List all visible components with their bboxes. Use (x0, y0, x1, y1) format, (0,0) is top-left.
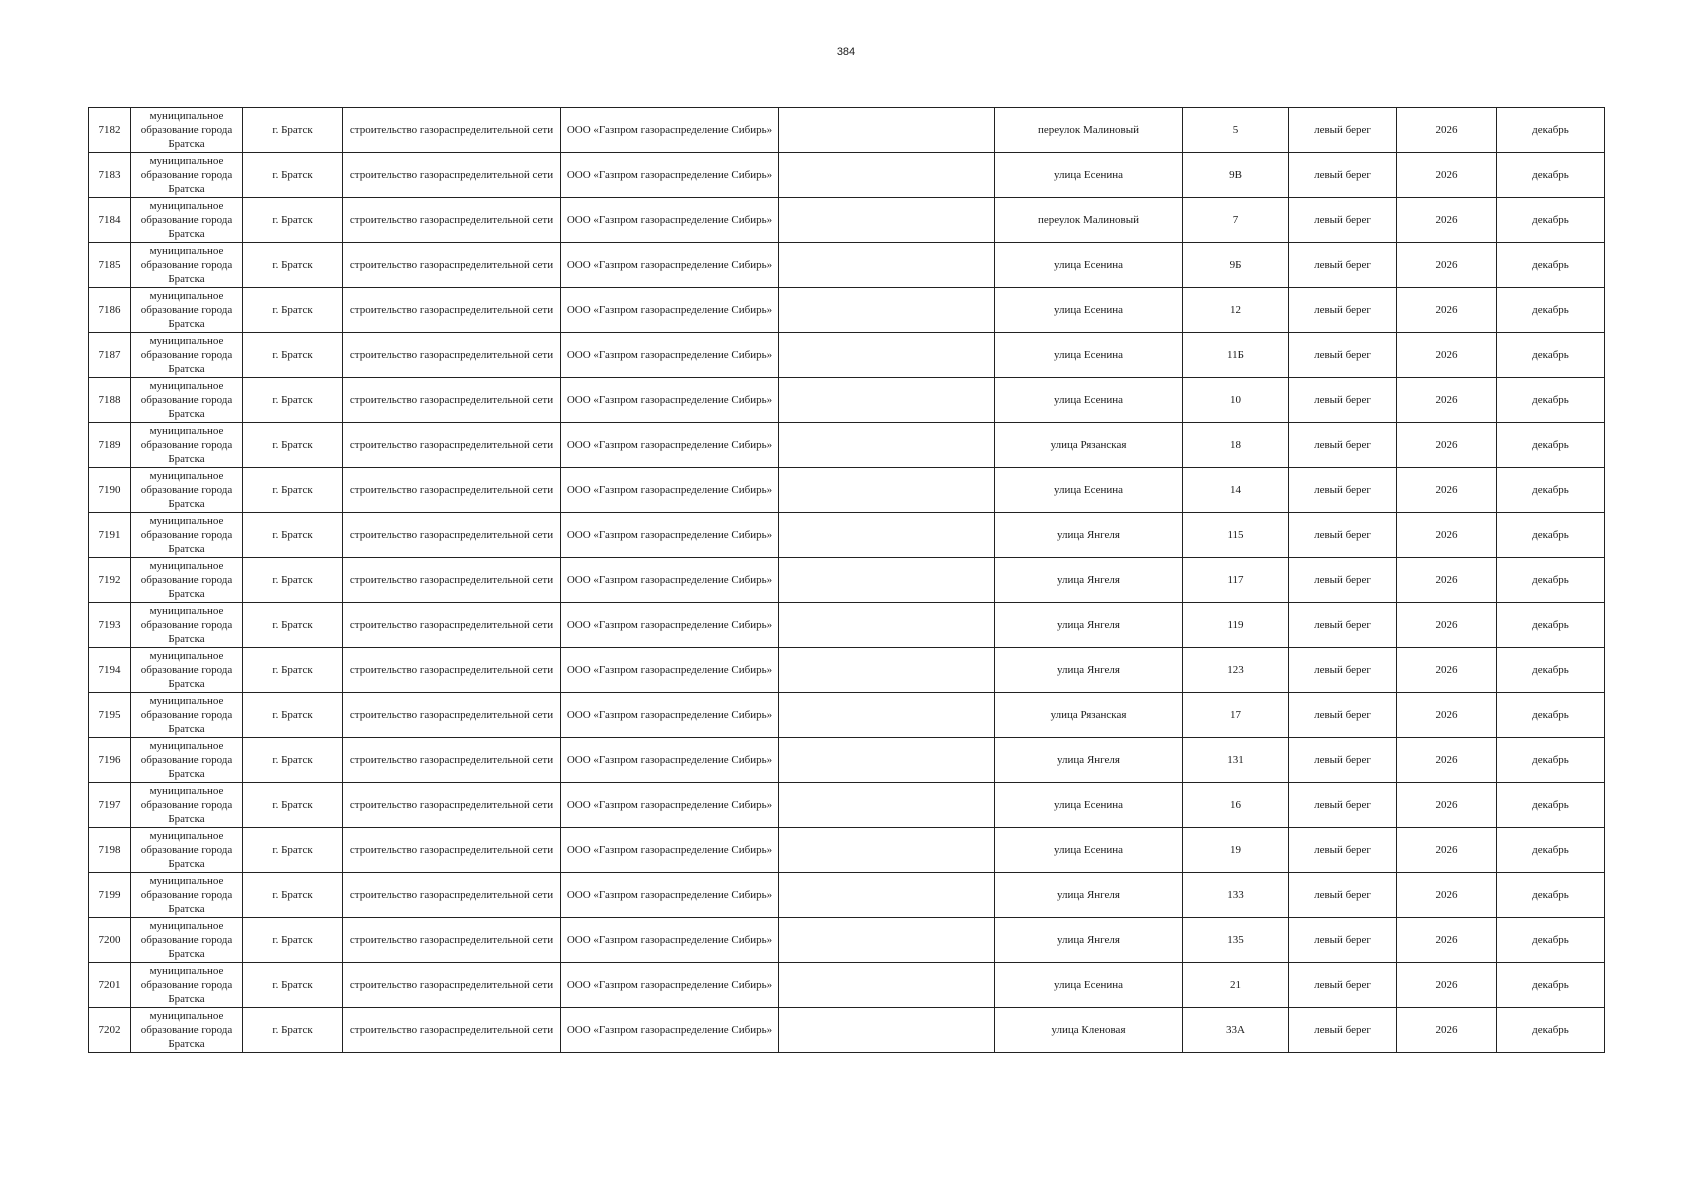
house-number-cell: 14 (1183, 468, 1289, 513)
street-cell: переулок Малиновый (995, 198, 1183, 243)
month-cell: декабрь (1497, 378, 1605, 423)
row-number: 7199 (89, 873, 131, 918)
table-row (89, 423, 1605, 468)
row-number: 7190 (89, 468, 131, 513)
river-bank-cell: левый берег (1289, 558, 1397, 603)
municipality-cell: муниципальное образование города Братска (131, 333, 243, 378)
street-cell: улица Есенина (995, 468, 1183, 513)
river-bank-cell: левый берег (1289, 603, 1397, 648)
work-type-cell: строительство газораспределительной сети (343, 153, 561, 198)
locality-cell: г. Братск (243, 153, 343, 198)
river-bank-cell: левый берег (1289, 783, 1397, 828)
month-cell: декабрь (1497, 423, 1605, 468)
street-cell: улица Есенина (995, 378, 1183, 423)
river-bank-cell: левый берег (1289, 918, 1397, 963)
work-type-cell: строительство газораспределительной сети (343, 423, 561, 468)
table-row (89, 918, 1605, 963)
river-bank-cell: левый берег (1289, 963, 1397, 1008)
house-number-cell: 17 (1183, 693, 1289, 738)
empty-cell (779, 153, 995, 198)
locality-cell: г. Братск (243, 378, 343, 423)
municipality-cell: муниципальное образование города Братска (131, 828, 243, 873)
street-cell: улица Янгеля (995, 603, 1183, 648)
organization-cell: ООО «Газпром газораспределение Сибирь» (561, 513, 779, 558)
municipality-cell: муниципальное образование города Братска (131, 513, 243, 558)
table-row (89, 738, 1605, 783)
organization-cell: ООО «Газпром газораспределение Сибирь» (561, 378, 779, 423)
empty-cell (779, 738, 995, 783)
year-cell: 2026 (1397, 288, 1497, 333)
empty-cell (779, 918, 995, 963)
locality-cell: г. Братск (243, 783, 343, 828)
empty-cell (779, 963, 995, 1008)
month-cell: декабрь (1497, 648, 1605, 693)
river-bank-cell: левый берег (1289, 378, 1397, 423)
row-number: 7194 (89, 648, 131, 693)
house-number-cell: 16 (1183, 783, 1289, 828)
row-number: 7197 (89, 783, 131, 828)
month-cell: декабрь (1497, 693, 1605, 738)
empty-cell (779, 1008, 995, 1053)
work-type-cell: строительство газораспределительной сети (343, 738, 561, 783)
house-number-cell: 10 (1183, 378, 1289, 423)
table-row (89, 828, 1605, 873)
year-cell: 2026 (1397, 333, 1497, 378)
river-bank-cell: левый берег (1289, 108, 1397, 153)
empty-cell (779, 783, 995, 828)
locality-cell: г. Братск (243, 603, 343, 648)
municipality-cell: муниципальное образование города Братска (131, 288, 243, 333)
locality-cell: г. Братск (243, 513, 343, 558)
locality-cell: г. Братск (243, 198, 343, 243)
river-bank-cell: левый берег (1289, 153, 1397, 198)
river-bank-cell: левый берег (1289, 1008, 1397, 1053)
month-cell: декабрь (1497, 873, 1605, 918)
municipality-cell: муниципальное образование города Братска (131, 378, 243, 423)
house-number-cell: 11Б (1183, 333, 1289, 378)
locality-cell: г. Братск (243, 108, 343, 153)
table-row (89, 108, 1605, 153)
empty-cell (779, 513, 995, 558)
year-cell: 2026 (1397, 648, 1497, 693)
organization-cell: ООО «Газпром газораспределение Сибирь» (561, 918, 779, 963)
month-cell: декабрь (1497, 603, 1605, 648)
year-cell: 2026 (1397, 243, 1497, 288)
row-number: 7183 (89, 153, 131, 198)
work-type-cell: строительство газораспределительной сети (343, 198, 561, 243)
row-number: 7195 (89, 693, 131, 738)
month-cell: декабрь (1497, 243, 1605, 288)
month-cell: декабрь (1497, 288, 1605, 333)
year-cell: 2026 (1397, 198, 1497, 243)
organization-cell: ООО «Газпром газораспределение Сибирь» (561, 243, 779, 288)
empty-cell (779, 198, 995, 243)
year-cell: 2026 (1397, 828, 1497, 873)
locality-cell: г. Братск (243, 918, 343, 963)
year-cell: 2026 (1397, 468, 1497, 513)
year-cell: 2026 (1397, 153, 1497, 198)
year-cell: 2026 (1397, 513, 1497, 558)
row-number: 7200 (89, 918, 131, 963)
year-cell: 2026 (1397, 108, 1497, 153)
river-bank-cell: левый берег (1289, 468, 1397, 513)
municipality-cell: муниципальное образование города Братска (131, 153, 243, 198)
street-cell: улица Янгеля (995, 648, 1183, 693)
month-cell: декабрь (1497, 108, 1605, 153)
table-row (89, 333, 1605, 378)
work-type-cell: строительство газораспределительной сети (343, 378, 561, 423)
municipality-cell: муниципальное образование города Братска (131, 738, 243, 783)
table-row (89, 873, 1605, 918)
row-number: 7193 (89, 603, 131, 648)
row-number: 7189 (89, 423, 131, 468)
work-type-cell: строительство газораспределительной сети (343, 333, 561, 378)
table-row (89, 693, 1605, 738)
year-cell: 2026 (1397, 918, 1497, 963)
empty-cell (779, 378, 995, 423)
row-number: 7184 (89, 198, 131, 243)
empty-cell (779, 423, 995, 468)
organization-cell: ООО «Газпром газораспределение Сибирь» (561, 423, 779, 468)
street-cell: улица Кленовая (995, 1008, 1183, 1053)
work-type-cell: строительство газораспределительной сети (343, 603, 561, 648)
year-cell: 2026 (1397, 738, 1497, 783)
table-row (89, 783, 1605, 828)
month-cell: декабрь (1497, 558, 1605, 603)
page-number: 384 (836, 46, 856, 58)
river-bank-cell: левый берег (1289, 333, 1397, 378)
organization-cell: ООО «Газпром газораспределение Сибирь» (561, 153, 779, 198)
empty-cell (779, 828, 995, 873)
street-cell: улица Рязанская (995, 423, 1183, 468)
house-number-cell: 5 (1183, 108, 1289, 153)
locality-cell: г. Братск (243, 963, 343, 1008)
house-number-cell: 33А (1183, 1008, 1289, 1053)
river-bank-cell: левый берег (1289, 648, 1397, 693)
month-cell: декабрь (1497, 153, 1605, 198)
empty-cell (779, 873, 995, 918)
row-number: 7198 (89, 828, 131, 873)
table-body (89, 108, 1605, 1053)
row-number: 7201 (89, 963, 131, 1008)
table-row (89, 603, 1605, 648)
locality-cell: г. Братск (243, 288, 343, 333)
work-type-cell: строительство газораспределительной сети (343, 963, 561, 1008)
municipality-cell: муниципальное образование города Братска (131, 468, 243, 513)
table-row (89, 288, 1605, 333)
municipality-cell: муниципальное образование города Братска (131, 783, 243, 828)
row-number: 7187 (89, 333, 131, 378)
table-row (89, 153, 1605, 198)
empty-cell (779, 648, 995, 693)
river-bank-cell: левый берег (1289, 423, 1397, 468)
river-bank-cell: левый берег (1289, 828, 1397, 873)
house-number-cell: 131 (1183, 738, 1289, 783)
table-row (89, 513, 1605, 558)
work-type-cell: строительство газораспределительной сети (343, 873, 561, 918)
organization-cell: ООО «Газпром газораспределение Сибирь» (561, 603, 779, 648)
municipality-cell: муниципальное образование города Братска (131, 243, 243, 288)
empty-cell (779, 333, 995, 378)
street-cell: улица Янгеля (995, 558, 1183, 603)
street-cell: улица Есенина (995, 243, 1183, 288)
year-cell: 2026 (1397, 423, 1497, 468)
municipality-cell: муниципальное образование города Братска (131, 423, 243, 468)
organization-cell: ООО «Газпром газораспределение Сибирь» (561, 198, 779, 243)
house-number-cell: 12 (1183, 288, 1289, 333)
house-number-cell: 115 (1183, 513, 1289, 558)
municipality-cell: муниципальное образование города Братска (131, 108, 243, 153)
table-row (89, 1008, 1605, 1053)
year-cell: 2026 (1397, 1008, 1497, 1053)
work-type-cell: строительство газораспределительной сети (343, 1008, 561, 1053)
row-number: 7192 (89, 558, 131, 603)
street-cell: улица Янгеля (995, 873, 1183, 918)
street-cell: улица Янгеля (995, 513, 1183, 558)
work-type-cell: строительство газораспределительной сети (343, 783, 561, 828)
empty-cell (779, 693, 995, 738)
month-cell: декабрь (1497, 918, 1605, 963)
year-cell: 2026 (1397, 558, 1497, 603)
municipality-cell: муниципальное образование города Братска (131, 198, 243, 243)
street-cell: улица Есенина (995, 828, 1183, 873)
work-type-cell: строительство газораспределительной сети (343, 558, 561, 603)
month-cell: декабрь (1497, 783, 1605, 828)
work-type-cell: строительство газораспределительной сети (343, 288, 561, 333)
work-type-cell: строительство газораспределительной сети (343, 918, 561, 963)
locality-cell: г. Братск (243, 423, 343, 468)
house-number-cell: 9В (1183, 153, 1289, 198)
month-cell: декабрь (1497, 333, 1605, 378)
row-number: 7196 (89, 738, 131, 783)
organization-cell: ООО «Газпром газораспределение Сибирь» (561, 873, 779, 918)
locality-cell: г. Братск (243, 693, 343, 738)
street-cell: улица Есенина (995, 153, 1183, 198)
house-number-cell: 7 (1183, 198, 1289, 243)
street-cell: улица Есенина (995, 333, 1183, 378)
river-bank-cell: левый берег (1289, 873, 1397, 918)
house-number-cell: 117 (1183, 558, 1289, 603)
year-cell: 2026 (1397, 378, 1497, 423)
river-bank-cell: левый берег (1289, 738, 1397, 783)
year-cell: 2026 (1397, 873, 1497, 918)
organization-cell: ООО «Газпром газораспределение Сибирь» (561, 963, 779, 1008)
locality-cell: г. Братск (243, 333, 343, 378)
row-number: 7182 (89, 108, 131, 153)
year-cell: 2026 (1397, 783, 1497, 828)
work-type-cell: строительство газораспределительной сети (343, 693, 561, 738)
empty-cell (779, 108, 995, 153)
locality-cell: г. Братск (243, 738, 343, 783)
month-cell: декабрь (1497, 963, 1605, 1008)
locality-cell: г. Братск (243, 1008, 343, 1053)
locality-cell: г. Братск (243, 558, 343, 603)
month-cell: декабрь (1497, 828, 1605, 873)
month-cell: декабрь (1497, 1008, 1605, 1053)
work-type-cell: строительство газораспределительной сети (343, 468, 561, 513)
organization-cell: ООО «Газпром газораспределение Сибирь» (561, 783, 779, 828)
table-row (89, 198, 1605, 243)
locality-cell: г. Братск (243, 243, 343, 288)
work-type-cell: строительство газораспределительной сети (343, 513, 561, 558)
municipality-cell: муниципальное образование города Братска (131, 558, 243, 603)
organization-cell: ООО «Газпром газораспределение Сибирь» (561, 1008, 779, 1053)
organization-cell: ООО «Газпром газораспределение Сибирь» (561, 693, 779, 738)
work-type-cell: строительство газораспределительной сети (343, 243, 561, 288)
municipality-cell: муниципальное образование города Братска (131, 1008, 243, 1053)
house-number-cell: 119 (1183, 603, 1289, 648)
row-number: 7202 (89, 1008, 131, 1053)
organization-cell: ООО «Газпром газораспределение Сибирь» (561, 108, 779, 153)
street-cell: улица Есенина (995, 288, 1183, 333)
street-cell: улица Янгеля (995, 738, 1183, 783)
table-row (89, 558, 1605, 603)
organization-cell: ООО «Газпром газораспределение Сибирь» (561, 828, 779, 873)
house-number-cell: 133 (1183, 873, 1289, 918)
river-bank-cell: левый берег (1289, 693, 1397, 738)
year-cell: 2026 (1397, 603, 1497, 648)
gasification-table (88, 107, 1605, 1053)
municipality-cell: муниципальное образование города Братска (131, 648, 243, 693)
row-number: 7186 (89, 288, 131, 333)
river-bank-cell: левый берег (1289, 243, 1397, 288)
municipality-cell: муниципальное образование города Братска (131, 963, 243, 1008)
month-cell: декабрь (1497, 738, 1605, 783)
table-row (89, 468, 1605, 513)
year-cell: 2026 (1397, 963, 1497, 1008)
locality-cell: г. Братск (243, 828, 343, 873)
municipality-cell: муниципальное образование города Братска (131, 603, 243, 648)
table-row (89, 378, 1605, 423)
municipality-cell: муниципальное образование города Братска (131, 873, 243, 918)
street-cell: улица Есенина (995, 963, 1183, 1008)
month-cell: декабрь (1497, 198, 1605, 243)
organization-cell: ООО «Газпром газораспределение Сибирь» (561, 333, 779, 378)
empty-cell (779, 243, 995, 288)
organization-cell: ООО «Газпром газораспределение Сибирь» (561, 468, 779, 513)
street-cell: улица Рязанская (995, 693, 1183, 738)
table-row (89, 243, 1605, 288)
organization-cell: ООО «Газпром газораспределение Сибирь» (561, 288, 779, 333)
empty-cell (779, 558, 995, 603)
organization-cell: ООО «Газпром газораспределение Сибирь» (561, 738, 779, 783)
house-number-cell: 21 (1183, 963, 1289, 1008)
street-cell: улица Янгеля (995, 918, 1183, 963)
empty-cell (779, 468, 995, 513)
work-type-cell: строительство газораспределительной сети (343, 648, 561, 693)
row-number: 7188 (89, 378, 131, 423)
table-row (89, 963, 1605, 1008)
empty-cell (779, 288, 995, 333)
locality-cell: г. Братск (243, 873, 343, 918)
table-row (89, 648, 1605, 693)
month-cell: декабрь (1497, 513, 1605, 558)
organization-cell: ООО «Газпром газораспределение Сибирь» (561, 558, 779, 603)
organization-cell: ООО «Газпром газораспределение Сибирь» (561, 648, 779, 693)
work-type-cell: строительство газораспределительной сети (343, 828, 561, 873)
house-number-cell: 18 (1183, 423, 1289, 468)
municipality-cell: муниципальное образование города Братска (131, 918, 243, 963)
street-cell: переулок Малиновый (995, 108, 1183, 153)
river-bank-cell: левый берег (1289, 198, 1397, 243)
locality-cell: г. Братск (243, 648, 343, 693)
house-number-cell: 135 (1183, 918, 1289, 963)
work-type-cell: строительство газораспределительной сети (343, 108, 561, 153)
house-number-cell: 9Б (1183, 243, 1289, 288)
month-cell: декабрь (1497, 468, 1605, 513)
river-bank-cell: левый берег (1289, 288, 1397, 333)
street-cell: улица Есенина (995, 783, 1183, 828)
house-number-cell: 19 (1183, 828, 1289, 873)
house-number-cell: 123 (1183, 648, 1289, 693)
river-bank-cell: левый берег (1289, 513, 1397, 558)
row-number: 7185 (89, 243, 131, 288)
row-number: 7191 (89, 513, 131, 558)
locality-cell: г. Братск (243, 468, 343, 513)
year-cell: 2026 (1397, 693, 1497, 738)
municipality-cell: муниципальное образование города Братска (131, 693, 243, 738)
empty-cell (779, 603, 995, 648)
